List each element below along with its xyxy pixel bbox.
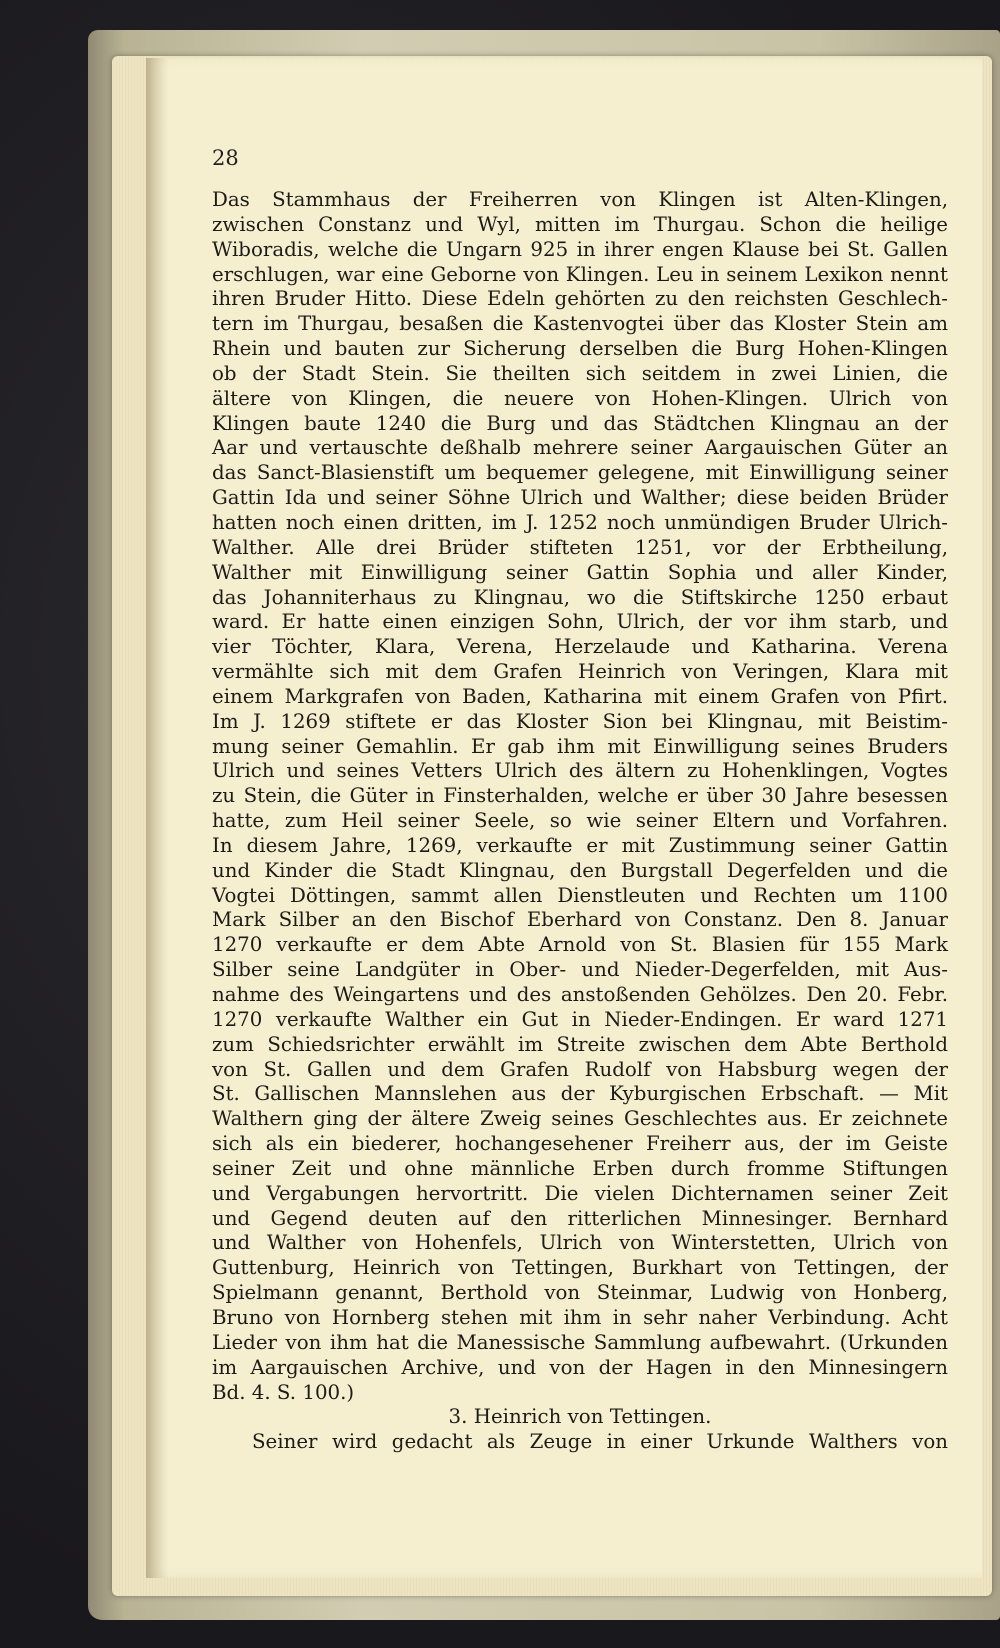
text-line: im Aargauischen Archive, und von der Hagen in den Minnesingern (212, 1355, 948, 1379)
text-line: St. Gallischen Mannslehen aus der Kyburgischen Erbschaft. — Mit (212, 1082, 948, 1106)
text-line: Seiner wird gedacht als Zeuge in einer Urkunde Walthers von (252, 1430, 948, 1454)
text-line: Aar und vertauschte deßhalb mehrere seiner Aargauischen Güter an (212, 436, 948, 460)
text-line: ältere von Klingen, die neuere von Hohen-Klingen. Ulrich von (212, 386, 948, 410)
body-text (212, 188, 948, 1455)
text-line: Mark Silber an den Bischof Eberhard von Constanz. Den 8. Januar (212, 908, 948, 932)
text-line: vier Töchter, Klara, Verena, Herzelaude und Katharina. Verena (212, 635, 948, 659)
text-line: Wiboradis, welche die Ungarn 925 in ihrer engen Klause bei St. Gallen (212, 237, 948, 261)
text-line: vermählte sich mit dem Grafen Heinrich von Veringen, Klara mit (212, 660, 948, 684)
text-line: tern im Thurgau, besaßen die Kastenvogtei über das Kloster Stein am (212, 312, 948, 336)
text-line: mung seiner Gemahlin. Er gab ihm mit Einwilligung seines Bruders (212, 734, 948, 758)
text-line: zu Stein, die Güter in Finsterhalden, welche er über 30 Jahre besessen (212, 784, 948, 808)
text-line: Vogtei Döttingen, sammt allen Dienstleuten und Rechten um 1100 (212, 883, 948, 907)
text-line: seiner Zeit und ohne männliche Erben durch fromme Stiftungen (212, 1156, 948, 1180)
text-line: Klingen baute 1240 die Burg und das Städtchen Klingnau an der (212, 411, 948, 435)
text-line: Ulrich und seines Vetters Ulrich des ältern zu Hohenklingen, Vogtes (212, 759, 948, 783)
text-line: und Walther von Hohenfels, Ulrich von Winterstetten, Ulrich von (212, 1231, 948, 1255)
text-line: erschlugen, war eine Geborne von Klingen. Leu in seinem Lexikon nennt (212, 262, 948, 286)
text-line: 1270 verkaufte Walther ein Gut in Nieder-Endingen. Er ward 1271 (212, 1007, 948, 1031)
text-line: Bd. 4. S. 100.) (212, 1380, 355, 1404)
page-number: 28 (212, 146, 239, 170)
text-line: Walther. Alle drei Brüder stifteten 1251, vor der Erbtheilung, (212, 535, 948, 559)
text-line: von St. Gallen und dem Grafen Rudolf von Habsburg wegen der (212, 1057, 948, 1081)
text-line: hatte, zum Heil seiner Seele, so wie seiner Eltern und Vorfahren. (212, 809, 948, 833)
text-line: Spielmann genannt, Berthold von Steinmar, Ludwig von Honberg, (212, 1281, 948, 1305)
text-line: zwischen Constanz und Wyl, mitten im Thurgau. Schon die heilige (212, 212, 948, 236)
text-line: Lieder von ihm hat die Manessische Sammlung aufbewahrt. (Urkunden (212, 1330, 948, 1354)
section-heading: 3. Heinrich von Tettingen. (448, 1405, 712, 1429)
text-line: 1270 verkaufte er dem Abte Arnold von St. Blasien für 155 Mark (212, 933, 948, 957)
text-line: Das Stammhaus der Freiherren von Klingen ist Alten-Klingen, (212, 188, 948, 211)
text-line: einem Markgrafen von Baden, Katharina mit einem Grafen von Pfirt. (212, 684, 948, 708)
text-line: das Johanniterhaus zu Klingnau, wo die Stiftskirche 1250 erbaut (212, 585, 948, 609)
text-line: Rhein und bauten zur Sicherung derselben die Burg Hohen-Klingen (212, 337, 948, 361)
text-line: In diesem Jahre, 1269, verkaufte er mit Zustimmung seiner Gattin (212, 833, 948, 857)
text-line: hatten noch einen dritten, im J. 1252 noch unmündigen Bruder Ulrich- (212, 510, 948, 534)
text-line: Walthern ging der ältere Zweig seines Geschlechtes aus. Er zeichnete (212, 1107, 948, 1131)
text-line: und Gegend deuten auf den ritterlichen Minnesinger. Bernhard (212, 1206, 948, 1230)
text-line: ward. Er hatte einen einzigen Sohn, Ulrich, der vor ihm starb, und (212, 610, 948, 634)
text-line: Silber seine Landgüter in Ober- und Nieder-Degerfelden, mit Aus- (212, 958, 948, 982)
text-line: nahme des Weingartens und des anstoßenden Gehölzes. Den 20. Febr. (212, 983, 948, 1006)
text-line: Im J. 1269 stiftete er das Kloster Sion bei Klingnau, mit Beistim- (212, 709, 948, 733)
text-line: zum Schiedsrichter erwählt im Streite zwischen dem Abte Berthold (212, 1032, 948, 1056)
text-line: ihren Bruder Hitto. Diese Edeln gehörten zu den reichsten Geschlech- (212, 287, 948, 311)
text-line: das Sanct-Blasienstift um bequemer gelegene, mit Einwilligung seiner (212, 461, 948, 485)
text-line: ob der Stadt Stein. Sie theilten sich seitdem in zwei Linien, die (212, 361, 948, 385)
text-line: Walther mit Einwilligung seiner Gattin Sophia und aller Kinder, (212, 560, 948, 584)
spine-shadow (146, 58, 168, 1578)
text-line: sich als ein biederer, hochangesehener Freiherr aus, der im Geiste (212, 1132, 948, 1156)
text-line: und Vergabungen hervortritt. Die vielen Dichternamen seiner Zeit (212, 1181, 948, 1205)
text-line: und Kinder die Stadt Klingnau, den Burgstall Degerfelden und die (212, 858, 948, 882)
text-line: Gattin Ida und seiner Söhne Ulrich und Walther; diese beiden Brüder (212, 486, 948, 510)
text-line: Guttenburg, Heinrich von Tettingen, Burkhart von Tettingen, der (212, 1256, 948, 1280)
text-line: Bruno von Hornberg stehen mit ihm in sehr naher Verbindung. Acht (212, 1305, 948, 1329)
